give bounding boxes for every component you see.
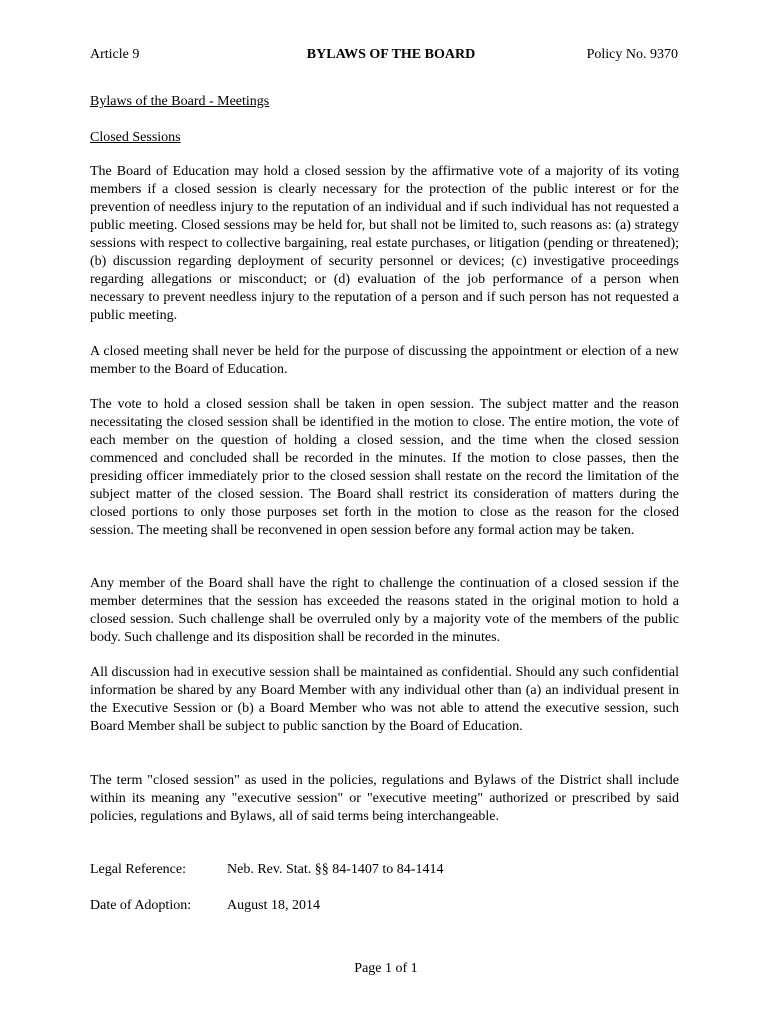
paragraph-appointment-restriction: A closed meeting shall never be held for the purpose of discussing the appointment or election of a new member to the Board of Education. bbox=[90, 344, 679, 377]
subsection-title: Closed Sessions bbox=[90, 130, 181, 145]
policy-number: Policy No. 9370 bbox=[586, 47, 678, 62]
article-number: Article 9 bbox=[90, 47, 140, 62]
paragraph-term-definition: The term "closed session" as used in the policies, regulations and Bylaws of the District shall include within its meaning any "executive session" or "executive meeting" authorized or prescribed by said policies, regulations and Bylaws, all of said terms being interchangeable. bbox=[90, 773, 679, 824]
adoption-date-label: Date of Adoption: bbox=[90, 898, 192, 913]
adoption-date-value: August 18, 2014 bbox=[227, 898, 320, 913]
document-title: BYLAWS OF THE BOARD bbox=[306, 47, 476, 62]
page-header bbox=[90, 45, 680, 65]
legal-reference-value: Neb. Rev. Stat. §§ 84-1407 to 84-1414 bbox=[227, 862, 444, 877]
adoption-date-row bbox=[90, 896, 680, 916]
paragraph-closed-session-purpose: The Board of Education may hold a closed session by the affirmative vote of a majority of its voting members if a closed session is clearly necessary for the protection of the public interest or for the prevention of needless injury to the reputation of an individual and if such individual has not requested a public meeting. Closed sessions may be held for, but shall not be limited to, such reasons as: (a) strategy sessions with respect to collective bargaining, real estate purchases, or litigation (pending or threatened); (b) discussion regarding deployment of security personnel or devices; (c) investigative proceedings regarding allegations or misconduct; or (d) evaluation of the job performance of a person when necessary to prevent needless injury to the reputation of a person and if such person has not requested a public meeting. bbox=[90, 164, 679, 323]
paragraph-confidentiality: All discussion had in executive session shall be maintained as confidential. Should any such confidential information be shared by any Board Member with any individual other than (a) an individual present in the Executive Session or (b) a Board Member who was not able to attend the executive session, such Board Member shall be subject to public sanction by the Board of Education. bbox=[90, 665, 679, 734]
paragraph-challenge-right: Any member of the Board shall have the right to challenge the continuation of a closed session if the member determines that the session has exceeded the reasons stated in the original motion to hold a closed session. Such challenge shall be overruled only by a majority vote of the members of the public body. Such challenge and its disposition shall be recorded in the minutes. bbox=[90, 576, 679, 645]
section-title: Bylaws of the Board - Meetings bbox=[90, 94, 270, 109]
legal-reference-row bbox=[90, 860, 680, 880]
page-number: Page 1 of 1 bbox=[354, 961, 418, 976]
legal-reference-label: Legal Reference: bbox=[90, 862, 186, 877]
paragraph-vote-procedure: The vote to hold a closed session shall be taken in open session. The subject matter and the reason necessitating the closed session shall be identified in the motion to close. The entire motion, the vote of each member on the question of holding a closed session, and the time when the closed session commenced and concluded shall be recorded in the minutes. If the motion to close passes, then the presiding officer immediately prior to the closed session shall restate on the record the limitation of the subject matter of the closed session. The Board shall restrict its consideration of matters during the closed portions to only those purposes set forth in the motion to close as the reason for the closed session. The meeting shall be reconvened in open session before any formal action may be taken. bbox=[90, 397, 679, 538]
